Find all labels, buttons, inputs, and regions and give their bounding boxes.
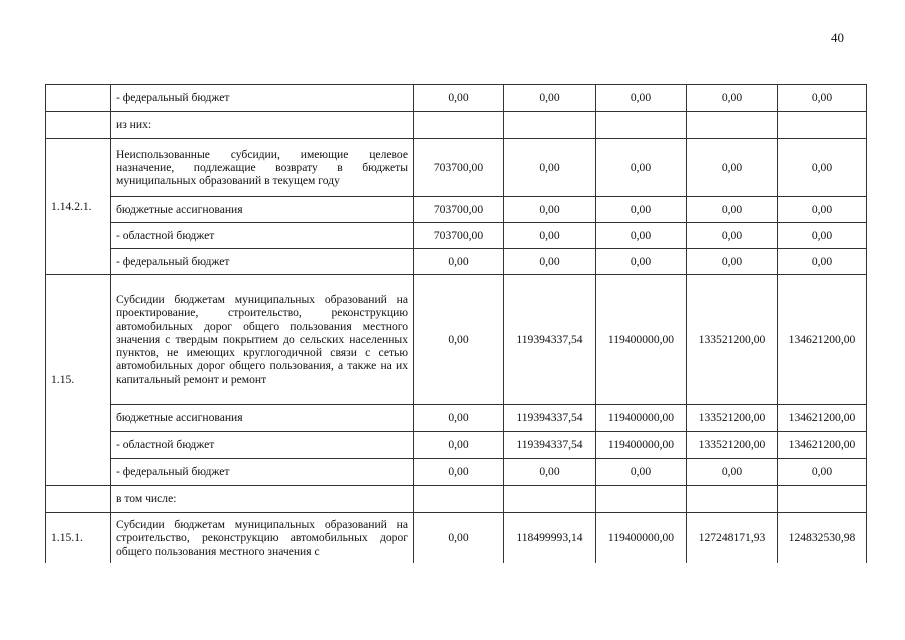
value-cell: 0,00: [504, 249, 596, 275]
value-cell: [778, 112, 867, 139]
table-row: [46, 139, 867, 197]
value-cell: 703700,00: [414, 139, 504, 197]
value-cell: 0,00: [414, 459, 504, 486]
value-cell: 133521200,00: [687, 432, 778, 459]
table-row: [46, 197, 867, 223]
value-cell: 0,00: [778, 223, 867, 249]
table-row: [46, 486, 867, 513]
value-cell: 703700,00: [414, 197, 504, 223]
value-cell: 0,00: [596, 249, 687, 275]
table-row: [46, 459, 867, 486]
row-description: - федеральный бюджет: [111, 459, 414, 486]
table-row: [46, 223, 867, 249]
value-cell: 119400000,00: [596, 275, 687, 405]
row-description: бюджетные ассигнования: [111, 405, 414, 432]
page-number: 40: [831, 30, 844, 45]
value-cell: [414, 112, 504, 139]
table-row: [46, 405, 867, 432]
value-cell: 0,00: [596, 223, 687, 249]
value-cell: 0,00: [687, 197, 778, 223]
value-cell: 0,00: [687, 459, 778, 486]
table-row: [46, 275, 867, 405]
value-cell: 0,00: [504, 197, 596, 223]
row-code-cell: [46, 486, 111, 513]
value-cell: 0,00: [414, 275, 504, 405]
value-cell: 703700,00: [414, 223, 504, 249]
value-cell: 0,00: [687, 85, 778, 112]
value-cell: 124832530,98: [778, 513, 867, 564]
value-cell: [687, 486, 778, 513]
value-cell: 0,00: [414, 405, 504, 432]
row-description: бюджетные ассигнования: [111, 197, 414, 223]
value-cell: 134621200,00: [778, 432, 867, 459]
value-cell: [687, 112, 778, 139]
value-cell: 0,00: [414, 249, 504, 275]
row-code-cell: [46, 85, 111, 112]
row-description: Субсидии бюджетам муниципальных образований на строительство, реконструкцию автомобильных дорог общего пользования местного значения с: [111, 513, 414, 564]
value-cell: [504, 112, 596, 139]
value-cell: 119394337,54: [504, 405, 596, 432]
value-cell: 0,00: [778, 197, 867, 223]
table-row: [46, 85, 867, 112]
table-row: [46, 112, 867, 139]
value-cell: [596, 486, 687, 513]
value-cell: 0,00: [596, 139, 687, 197]
value-cell: 0,00: [596, 197, 687, 223]
value-cell: 134621200,00: [778, 405, 867, 432]
value-cell: 119400000,00: [596, 432, 687, 459]
budget-table: [45, 84, 867, 563]
value-cell: 0,00: [504, 223, 596, 249]
value-cell: 0,00: [596, 85, 687, 112]
value-cell: 0,00: [687, 223, 778, 249]
value-cell: 127248171,93: [687, 513, 778, 564]
value-cell: 0,00: [687, 139, 778, 197]
row-description: из них:: [111, 112, 414, 139]
row-description: Неиспользованные субсидии, имеющие целевое назначение, подлежащие возврату в бюджеты муниципальных образований в текущем году: [111, 139, 414, 197]
table-row: [46, 513, 867, 564]
row-code: 1.14.2.1.: [46, 139, 111, 275]
value-cell: 118499993,14: [504, 513, 596, 564]
value-cell: 0,00: [778, 459, 867, 486]
row-code: 1.15.: [46, 275, 111, 486]
table-row: [46, 432, 867, 459]
value-cell: 0,00: [596, 459, 687, 486]
value-cell: 0,00: [414, 513, 504, 564]
row-description: - федеральный бюджет: [111, 85, 414, 112]
value-cell: 0,00: [504, 459, 596, 486]
value-cell: 0,00: [504, 85, 596, 112]
value-cell: 0,00: [687, 249, 778, 275]
row-description: - областной бюджет: [111, 432, 414, 459]
value-cell: 133521200,00: [687, 275, 778, 405]
row-description: - федеральный бюджет: [111, 249, 414, 275]
value-cell: 0,00: [504, 139, 596, 197]
row-description: Субсидии бюджетам муниципальных образований на проектирование, строительство, реконструкцию автомобильных дорог общего пользования местного значения с твердым покрытием до сельских населенных пунктов, не имеющих круглогодичной связи с сетью автомобильных дорог общего пользования, а также на их капитальный ремонт и ремонт: [111, 275, 414, 405]
value-cell: 0,00: [778, 85, 867, 112]
value-cell: 0,00: [414, 85, 504, 112]
value-cell: [504, 486, 596, 513]
value-cell: 0,00: [778, 249, 867, 275]
value-cell: 133521200,00: [687, 405, 778, 432]
value-cell: [414, 486, 504, 513]
value-cell: 119394337,54: [504, 275, 596, 405]
value-cell: [778, 486, 867, 513]
value-cell: [596, 112, 687, 139]
row-code: 1.15.1.: [46, 513, 111, 564]
value-cell: 119400000,00: [596, 513, 687, 564]
row-code-cell: [46, 112, 111, 139]
row-description: в том числе:: [111, 486, 414, 513]
table-row: [46, 249, 867, 275]
value-cell: 119400000,00: [596, 405, 687, 432]
value-cell: 0,00: [778, 139, 867, 197]
value-cell: 119394337,54: [504, 432, 596, 459]
value-cell: 134621200,00: [778, 275, 867, 405]
row-description: - областной бюджет: [111, 223, 414, 249]
value-cell: 0,00: [414, 432, 504, 459]
